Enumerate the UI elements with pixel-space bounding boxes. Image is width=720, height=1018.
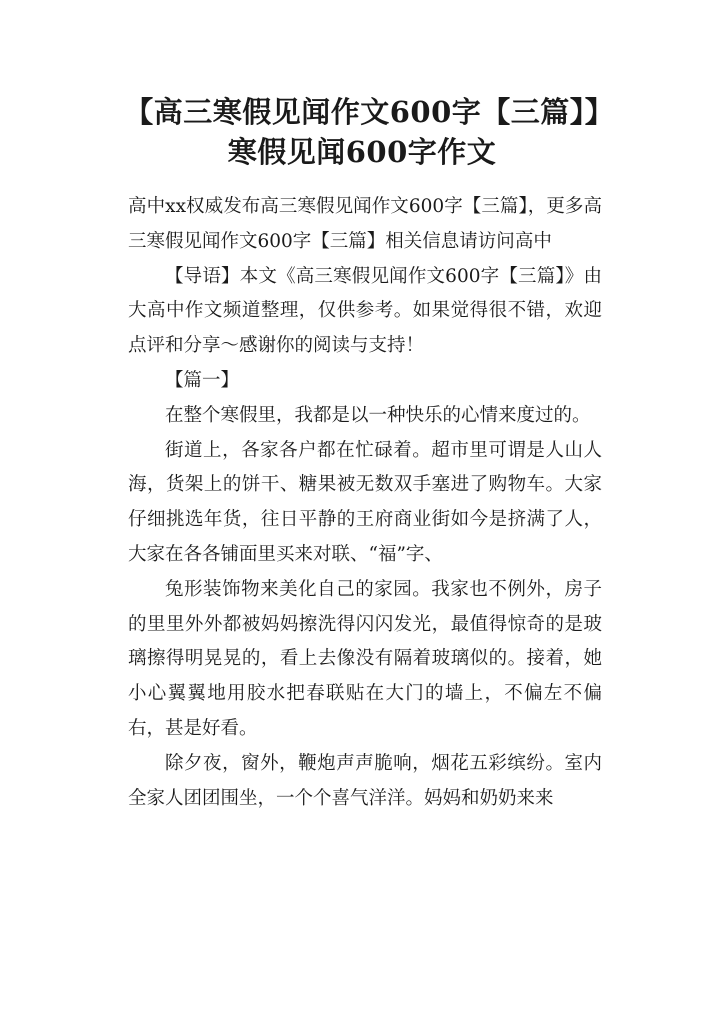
document-title: 【高三寒假见闻作文600字【三篇】】寒假见闻600字作文 bbox=[124, 95, 600, 169]
document-body bbox=[128, 190, 602, 816]
body-paragraph: 街道上，各家各户都在忙碌着。超市里可谓是人山人海，货架上的饼干、糖果被无数双手塞进了购物车。大家仔细挑选年货，往日平静的王府商业街如今是挤满了人，大家在各各铺面里买来对联、“福”字、 bbox=[128, 439, 602, 565]
intro-paragraph: 高中xx权威发布高三寒假见闻作文600字【三篇】，更多高三寒假见闻作文600字【三篇】相关信息请访问高中 bbox=[128, 196, 602, 252]
body-paragraph: 兔形装饰物来美化自己的家园。我家也不例外，房子的里里外外都被妈妈擦洗得闪闪发光，最值得惊奇的是玻璃擦得明晃晃的，看上去像没有隔着玻璃似的。接着，她小心翼翼地用胶水把春联贴在大门的墙上，不偏左不偏右，甚是好看。 bbox=[128, 578, 602, 739]
body-paragraph: 在整个寒假里，我都是以一种快乐的心情来度过的。 bbox=[165, 404, 591, 426]
lead-paragraph: 【导语】本文《高三寒假见闻作文600字【三篇】》由大高中作文频道整理，仅供参考。如果觉得很不错，欢迎点评和分享～感谢你的阅读与支持！ bbox=[128, 265, 602, 357]
body-paragraph: 除夕夜，窗外，鞭炮声声脆响，烟花五彩缤纷。室内全家人团团围坐，一个个喜气洋洋。妈妈和奶奶来来 bbox=[128, 752, 602, 809]
section-heading: 【篇一】 bbox=[165, 369, 240, 391]
